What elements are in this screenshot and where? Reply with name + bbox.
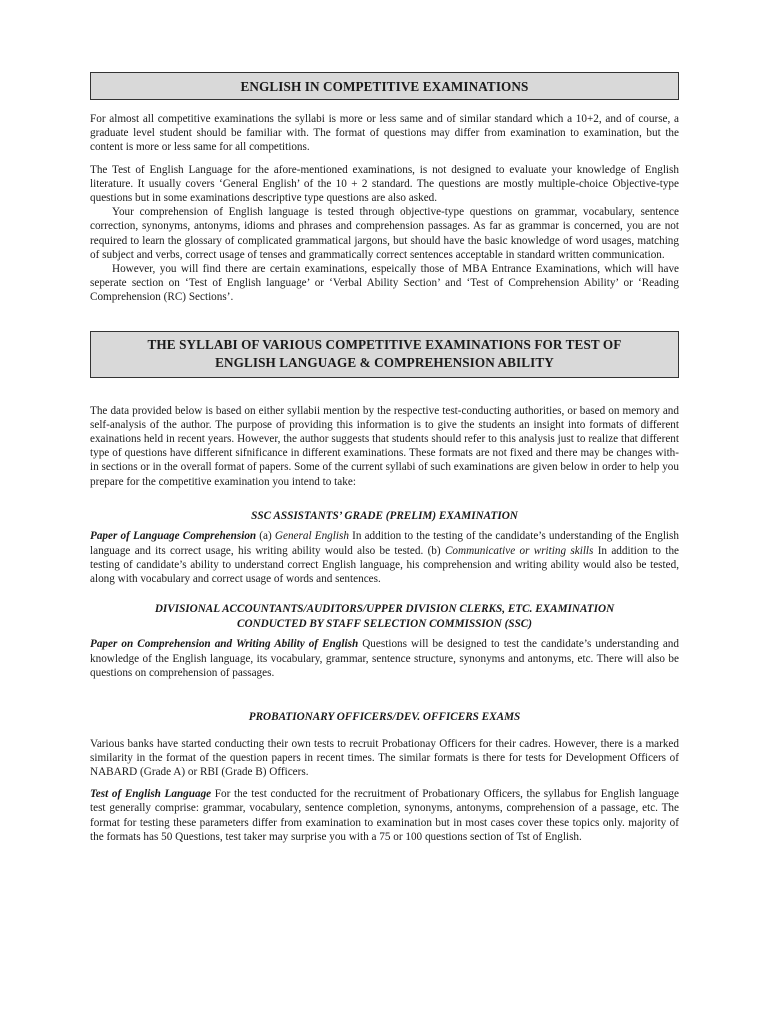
- paragraph-test-english-language: [90, 787, 679, 844]
- section-title-syllabi-line2: ENGLISH LANGUAGE & COMPREHENSION ABILITY: [215, 354, 554, 370]
- probationary-test-label: Test of English Language: [90, 788, 212, 801]
- paragraph-test-of-english: The Test of English Language for the afore-mentioned examinations, is not designed to evaluate your knowledge of English literature. It usually covers ‘General English’ of the 10 + 2 standard. The questions are mostly multiple-choice Objective-type questions but in some examinations descriptive type questions are also asked.: [90, 163, 679, 205]
- ssc-part-a-label: General English: [274, 530, 349, 543]
- paragraph-divisional-paper: [90, 637, 679, 680]
- paragraph-comprehension-tested: Your comprehension of English language is tested through objective-type questions on grammar, vocabulary, sentence correction, synonyms, antonyms, idioms and phrases and comprehension passages. As far as grammar is concerned, you are not required to learn the glossary of complicated grammatical jargons, but should have the basic knowledge of word usages, matching of subject and verbs, correct usage of tenses and grammatically correct sentences acceptable in standard written communication.: [90, 206, 679, 261]
- paragraph-syllabi-standard: For almost all competitive examinations the syllabi is more or less same and of similar standard which a 10+2, and of course, a graduate level student should be familiar with. The format of questions may differ from examination to examination, but the content is more or less same for all competitions.: [90, 113, 679, 154]
- ssc-part-a-text: In addition to the testing of the candidate’s understanding of the English language and its correct usage, his writing ability would also be tested. (b): [90, 530, 679, 557]
- heading-probationary-officers: PROBATIONARY OFFICERS/DEV. OFFICERS EXAMS: [248, 711, 521, 724]
- paragraph-data-provided: The data provided below is based on either syllabii mention by the respective test-conducting authorities, or based on memory and self-analysis of the author. The purpose of providing this information is to give the students an insight into formats of different exainations held in recent years. However, the author suggests that students should refer to this analysis just to realize that different type of questions have different sifnificance in different examinations. These formats are not fixed and there may be changes with-in sections or in the overall format of papers. Some of the current syllabi of such examinations are given below in order to help you prepare for the competitive examination you intend to take:: [90, 404, 679, 488]
- section-title-syllabi-line1: THE SYLLABI OF VARIOUS COMPETITIVE EXAMINATIONS FOR TEST OF: [147, 336, 622, 352]
- heading-divisional-line1: DIVISIONAL ACCOUNTANTS/AUDITORS/UPPER DIVISION CLERKS, ETC. EXAMINATION: [154, 603, 615, 616]
- probationary-test-text: For the test conducted for the recruitment of Probationary Officers, the syllabus for English language test generally comprise: grammar, vocabulary, sentence completion, synonyms, antonyms, comprehension of a passage, etc. The format for testing these parameters differ from examination to examination but in most cases cover these topics only. majority of the formats has 50 Questions, test taker may surprise you with a 75 or 100 questions section of Tst of English.: [90, 788, 679, 843]
- ssc-paper-label: Paper of Language Comprehension: [90, 530, 257, 543]
- divisional-paper-label: Paper on Comprehension and Writing Ability of English: [90, 638, 359, 651]
- section-title-english-competitive: ENGLISH IN COMPETITIVE EXAMINATIONS: [90, 72, 679, 100]
- heading-divisional-accountants: [90, 602, 679, 631]
- document-page: [90, 72, 679, 844]
- heading-divisional-line2: CONDUCTED BY STAFF SELECTION COMMISSION (SSC): [237, 617, 532, 630]
- divisional-paper-text: Questions will be designed to test the candidate’s understanding and knowledge of the English language, its vocabulary, grammar, sentence structure, synonyms and antonyms, etc. There will also be questions on comprehension of passages.: [90, 638, 679, 679]
- paragraph-ssc-paper: [90, 529, 679, 586]
- ssc-part-a-marker: (a): [256, 530, 275, 543]
- section-title-syllabi: [90, 331, 679, 378]
- paragraph-banks-tests: Various banks have started conducting their own tests to recruit Probationay Officers for their cadres. However, there is a marked similarity in the format of the question papers in recent times. The similar formats is there for tests for Development Officers of NABARD (Grade A) or RBI (Grade B) Officers.: [90, 737, 679, 779]
- ssc-part-b-label: Communicative or writing skills: [444, 544, 594, 557]
- ssc-part-b-text: In addition to the testing of candidate’s ability to understand correct English language, his comprehension and writing ability would also be tested, along with vocabulary and correct usage of words and sentences.: [90, 544, 679, 586]
- heading-ssc-assistants: SSC ASSISTANTS’ GRADE (PRELIM) EXAMINATION: [251, 509, 518, 522]
- paragraph-mba-entrance: However, you will find there are certain examinations, espeically those of MBA Entrance Examinations, which will have seperate section on ‘Test of English language’ or ‘Verbal Ability Section’ and ‘Test of Comprehension Ability’ or ‘Reading Comprehension (RC) Sections’.: [90, 263, 679, 304]
